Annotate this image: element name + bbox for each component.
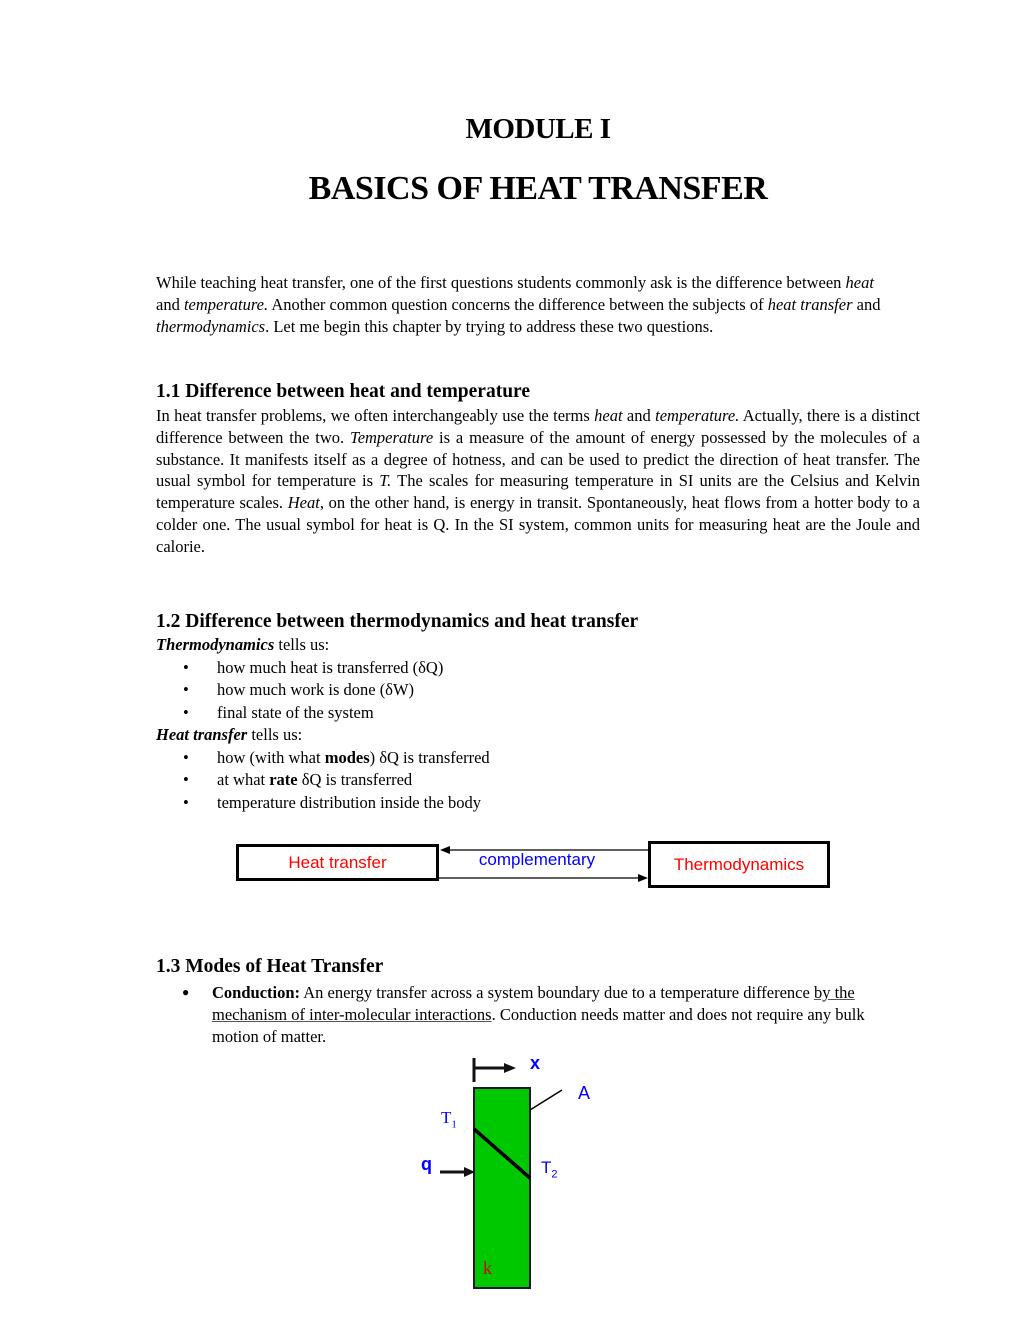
heat-transfer-intro: Heat transfer tells us: <box>156 725 303 744</box>
list-item: • temperature distribution inside the body <box>183 792 481 812</box>
t1-label: $T_1$ <box>441 1108 457 1131</box>
thermodynamics-box: Thermodynamics <box>648 841 830 888</box>
area-label: A <box>578 1083 591 1103</box>
module-number: MODULE I <box>465 113 611 145</box>
heat-flux-label: q <box>421 1154 432 1174</box>
list-item: • final state of the system <box>183 702 374 722</box>
section-1-1-paragraph: In heat transfer problems, we often interchangeably use the terms heat and temperature. Actually, there is a distinct difference between the two. Temperature is a measure of the amount of energy possessed by the molecules of a substance. It manifests itself as a degree of hotness, and can be used to predict the direction of heat transfer. The usual symbol for temperature is T. The scales for measuring temperature in SI units are the Celsius and Kelvin temperature scales. Heat, on the other hand, is energy in transit. Spontaneously, heat flows from a hotter body to a colder one. The usual symbol for heat is Q. In the SI system, common units for measuring heat are the Joule and calorie. <box>156 406 920 556</box>
section-heading-1-2: 1.2 Difference between thermodynamics and heat transfer <box>156 611 639 632</box>
t2-label: $T_2$ <box>541 1158 558 1181</box>
section-heading-1-1: 1.1 Difference between heat and temperature <box>156 381 531 402</box>
complementary-label: complementary <box>478 850 596 869</box>
bullet-icon: ● <box>182 985 190 999</box>
list-item: • how much heat is transferred (δQ) <box>183 657 444 677</box>
conductivity-label: k <box>483 1258 492 1278</box>
list-item: • how much work is done (δW) <box>183 680 415 699</box>
intro-paragraph: While teaching heat transfer, one of the first questions students commonly ask is the difference between heat and temperature. Another common question concerns the difference between the subjects of heat transfer and thermodynamics. Let me begin this chapter by trying to address these two questions. <box>156 273 881 336</box>
thermodynamics-list <box>156 634 490 814</box>
x-axis-label: x <box>530 1053 541 1073</box>
conduction-item: ● Conduction: An energy transfer across a system boundary due to a temperature difference by the mechanism of inter-molecular interactions. Conduction needs matter and does not require any bulk motion of matter. <box>182 983 865 1046</box>
list-item: • how (with what modes) δQ is transferred <box>183 747 490 767</box>
section-heading-1-3: 1.3 Modes of Heat Transfer <box>156 956 384 977</box>
list-item: • at what rate δQ is transferred <box>183 770 413 789</box>
heat-transfer-box: Heat transfer <box>236 844 439 881</box>
page-title: BASICS OF HEAT TRANSFER <box>308 170 768 207</box>
thermodynamics-intro: Thermodynamics tells us: <box>156 635 330 654</box>
